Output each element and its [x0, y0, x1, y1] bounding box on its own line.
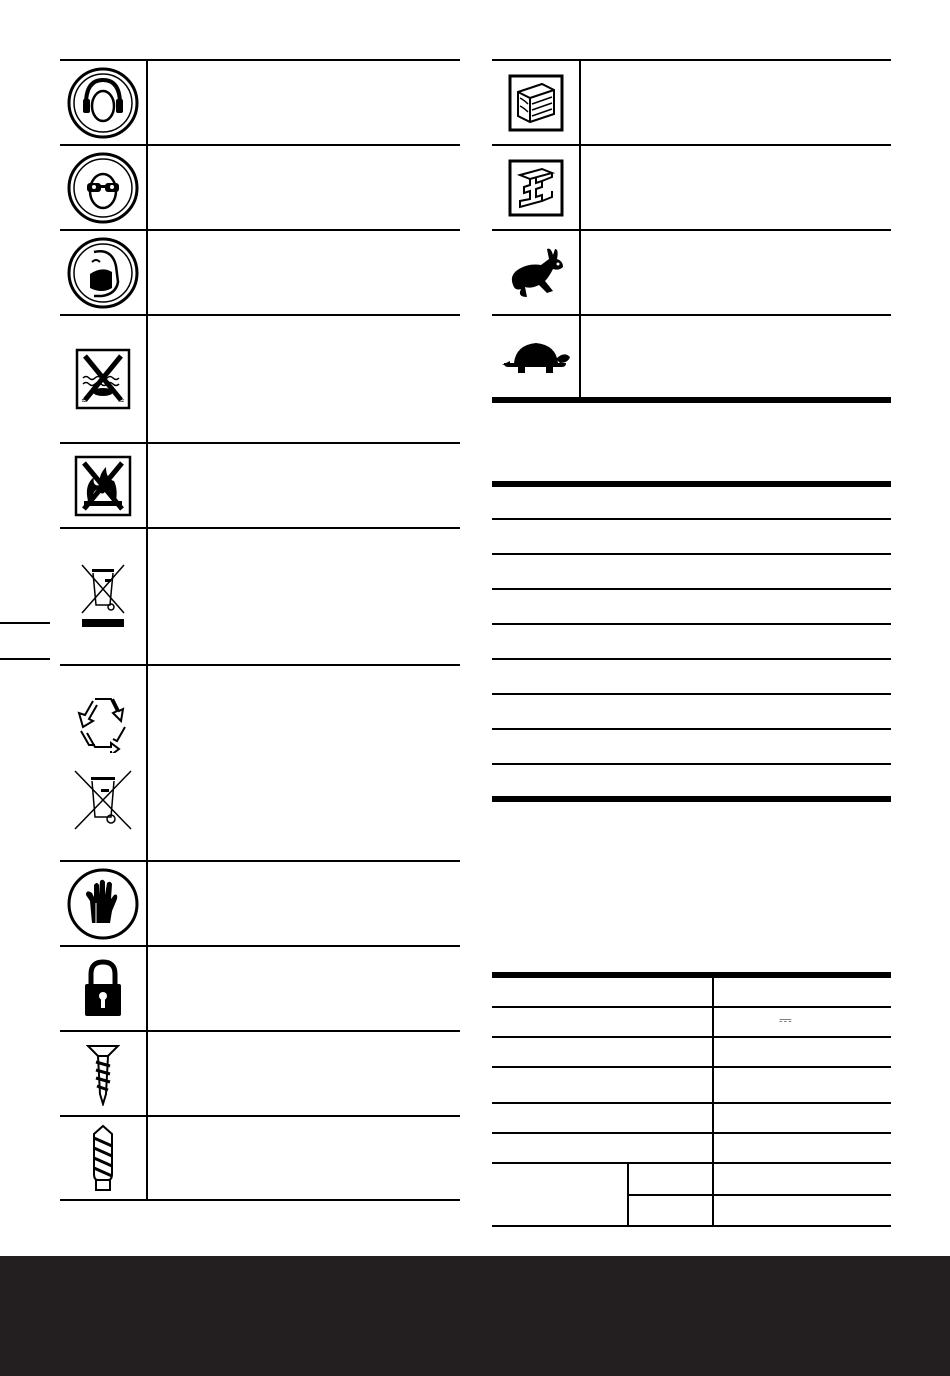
recycle-icon	[60, 666, 146, 860]
recycle-arrows-icon	[73, 693, 133, 753]
margin-tab-line	[0, 658, 50, 660]
margin-tab-line	[0, 622, 50, 624]
table-bottom-rule	[492, 796, 891, 802]
gloves-icon	[60, 862, 146, 945]
dc-symbol: ⎓	[779, 1010, 792, 1029]
table-bottom-rule	[492, 397, 891, 403]
table-row	[492, 1036, 891, 1038]
table-row	[492, 658, 891, 660]
do-not-burn-battery-icon	[60, 444, 146, 527]
table-row	[492, 763, 891, 765]
table-row	[492, 1132, 891, 1134]
lock-icon	[60, 947, 146, 1030]
screw-icon	[60, 1032, 146, 1115]
table-bottom-rule	[492, 1225, 891, 1227]
crossed-bin-icon	[71, 767, 135, 833]
column-divider	[579, 59, 581, 399]
table-row	[492, 623, 891, 625]
svg-text:≈: ≈	[118, 396, 125, 405]
table-top-rule	[492, 972, 891, 978]
wood-icon	[492, 61, 579, 144]
table-row	[492, 518, 891, 520]
column-divider	[146, 59, 148, 1201]
table-row	[492, 1066, 891, 1068]
do-not-expose-to-water-icon	[60, 316, 146, 442]
ear-protection-icon	[60, 61, 146, 144]
rabbit-fast-icon	[492, 231, 579, 314]
metal-icon	[492, 146, 579, 229]
dust-mask-icon	[60, 231, 146, 314]
column-divider	[627, 1162, 629, 1227]
turtle-slow-icon	[492, 316, 579, 397]
table-row	[492, 728, 891, 730]
table-row	[492, 1006, 891, 1008]
table-top-rule	[492, 481, 891, 487]
svg-text:≈: ≈	[81, 396, 88, 405]
row-divider	[60, 1199, 460, 1201]
table-row	[492, 553, 891, 555]
weee-bin-icon	[60, 529, 146, 664]
column-divider	[712, 978, 714, 1227]
table-row	[492, 693, 891, 695]
table-row	[628, 1194, 891, 1196]
table-row	[492, 1102, 891, 1104]
table-row	[492, 1162, 891, 1164]
footer-band	[0, 1256, 950, 1376]
table-row	[492, 588, 891, 590]
eye-protection-icon	[60, 146, 146, 229]
drill-bit-icon	[60, 1117, 146, 1199]
